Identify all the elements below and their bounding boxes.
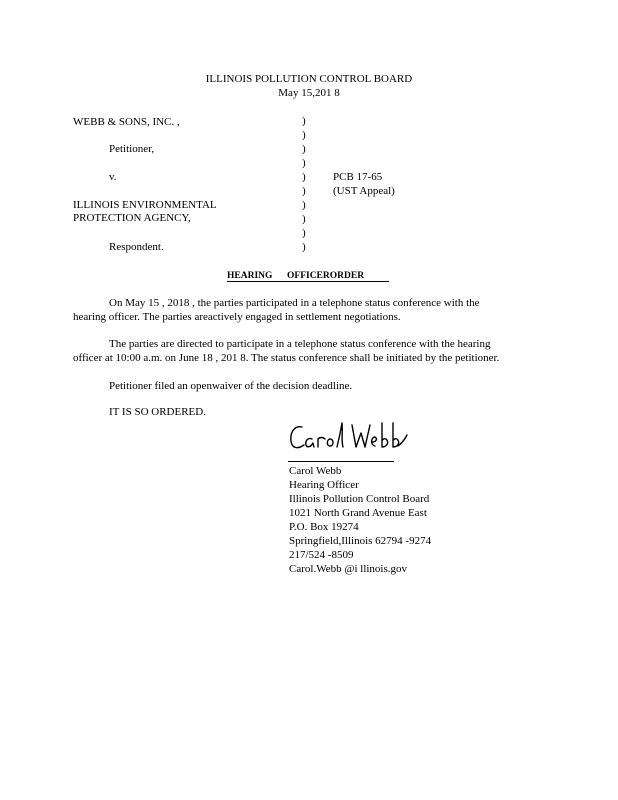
paren: ) (302, 115, 306, 127)
order-title-part1: HEARING (227, 271, 273, 281)
paren: ) (302, 185, 306, 197)
agency-name: ILLINOIS POLLUTION CONTROL BOARD (205, 73, 413, 85)
order-title-part2: OFFICERORDER (287, 271, 365, 281)
so-ordered: IT IS SO ORDERED. (109, 406, 206, 418)
paren: ) (302, 213, 306, 225)
petitioner-name: WEBB & SONS, INC. , (73, 116, 180, 128)
para3: Petitioner filed an openwaiver of the decision deadline. (109, 380, 353, 392)
para1-line2: hearing officer. The parties areactively engaged in settlement negotiations. (73, 311, 401, 323)
para1-line1: On May 15 , 2018 , the parties participated in a telephone status conference with the (109, 297, 480, 309)
signer-street: 1021 North Grand Avenue East (289, 507, 427, 519)
signer-city: Springfield,Illinois 62794 -9274 (289, 535, 432, 547)
signer-org: Illinois Pollution Control Board (289, 493, 430, 505)
paren: ) (302, 171, 306, 183)
paren: ) (302, 157, 306, 169)
case-number: PCB 17-65 (333, 171, 383, 183)
case-type: (UST Appeal) (333, 185, 395, 197)
paren: ) (302, 129, 306, 141)
respondent-name-line2: PROTECTION AGENCY, (73, 212, 191, 224)
paren: ) (302, 241, 306, 253)
signer-phone: 217/524 -8509 (289, 549, 354, 561)
versus: v. (109, 171, 117, 183)
signer-po-box: P.O. Box 19274 (289, 521, 359, 533)
respondent-role: Respondent. (109, 241, 164, 253)
order-title-underline (227, 281, 389, 282)
order-date: May 15,201 8 (278, 87, 340, 99)
signature-image (286, 419, 412, 457)
signer-title: Hearing Officer (289, 479, 359, 491)
paren: ) (302, 227, 306, 239)
signature-line (288, 461, 394, 462)
para2-line1: The parties are directed to participate in a telephone status conference with the hearing (109, 338, 491, 350)
respondent-name-line1: ILLINOIS ENVIRONMENTAL (73, 199, 217, 211)
para2-line2: officer at 10:00 a.m. on June 18 , 201 8. The status conference shall be initiated by the petitioner. (73, 352, 500, 364)
paren: ) (302, 199, 306, 211)
petitioner-role: Petitioner, (109, 143, 155, 155)
signer-email: Carol.Webb @i llinois.gov (289, 563, 408, 575)
paren: ) (302, 143, 306, 155)
signer-name: Carol Webb (289, 465, 342, 477)
